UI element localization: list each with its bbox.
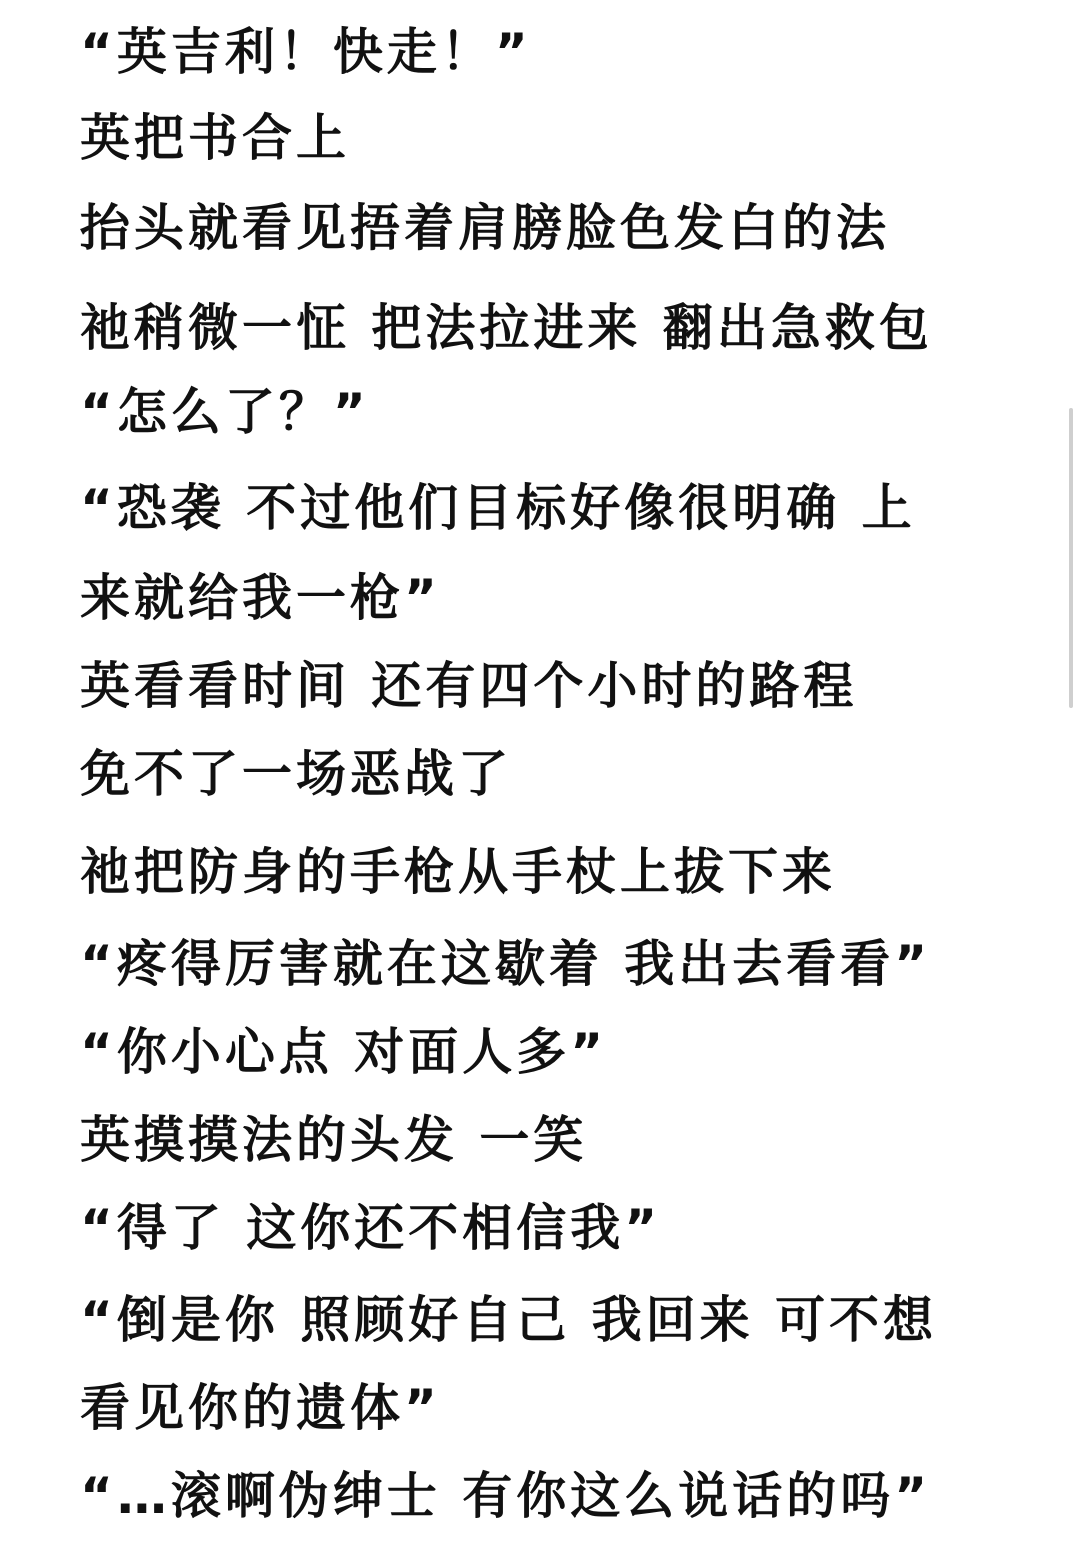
text-line: 英摸摸法的头发 一笑 (80, 1111, 588, 1169)
text-line: 英看看时间 还有四个小时的路程 (80, 657, 858, 715)
text-line: “恐袭 不过他们目标好像很明确 上 (80, 479, 916, 537)
text-line: “倒是你 照顾好自己 我回来 可不想 (80, 1291, 938, 1349)
text-line: “你小心点 对面人多” (80, 1023, 608, 1081)
text-line: 英把书合上 (80, 109, 350, 167)
text-line: “得了 这你还不相信我” (80, 1199, 662, 1257)
text-line: “疼得厉害就在这歇着 我出去看看” (80, 935, 932, 993)
text-line: 来就给我一枪” (80, 569, 441, 627)
text-line: “怎么了？” (80, 383, 370, 441)
text-line: 抬头就看见捂着肩膀脸色发白的法 (80, 199, 890, 257)
text-line: 祂稍微一怔 把法拉进来 翻出急救包 (80, 299, 933, 357)
vertical-scrollbar[interactable] (1069, 408, 1073, 708)
text-line: 免不了一场恶战了 (80, 745, 512, 803)
text-line: 祂把防身的手枪从手杖上拔下来 (80, 843, 836, 901)
text-line: “…滚啊伪绅士 有你这么说话的吗” (80, 1467, 932, 1525)
text-line: 看见你的遗体” (80, 1379, 441, 1437)
text-line: “英吉利！快走！” (80, 23, 532, 81)
